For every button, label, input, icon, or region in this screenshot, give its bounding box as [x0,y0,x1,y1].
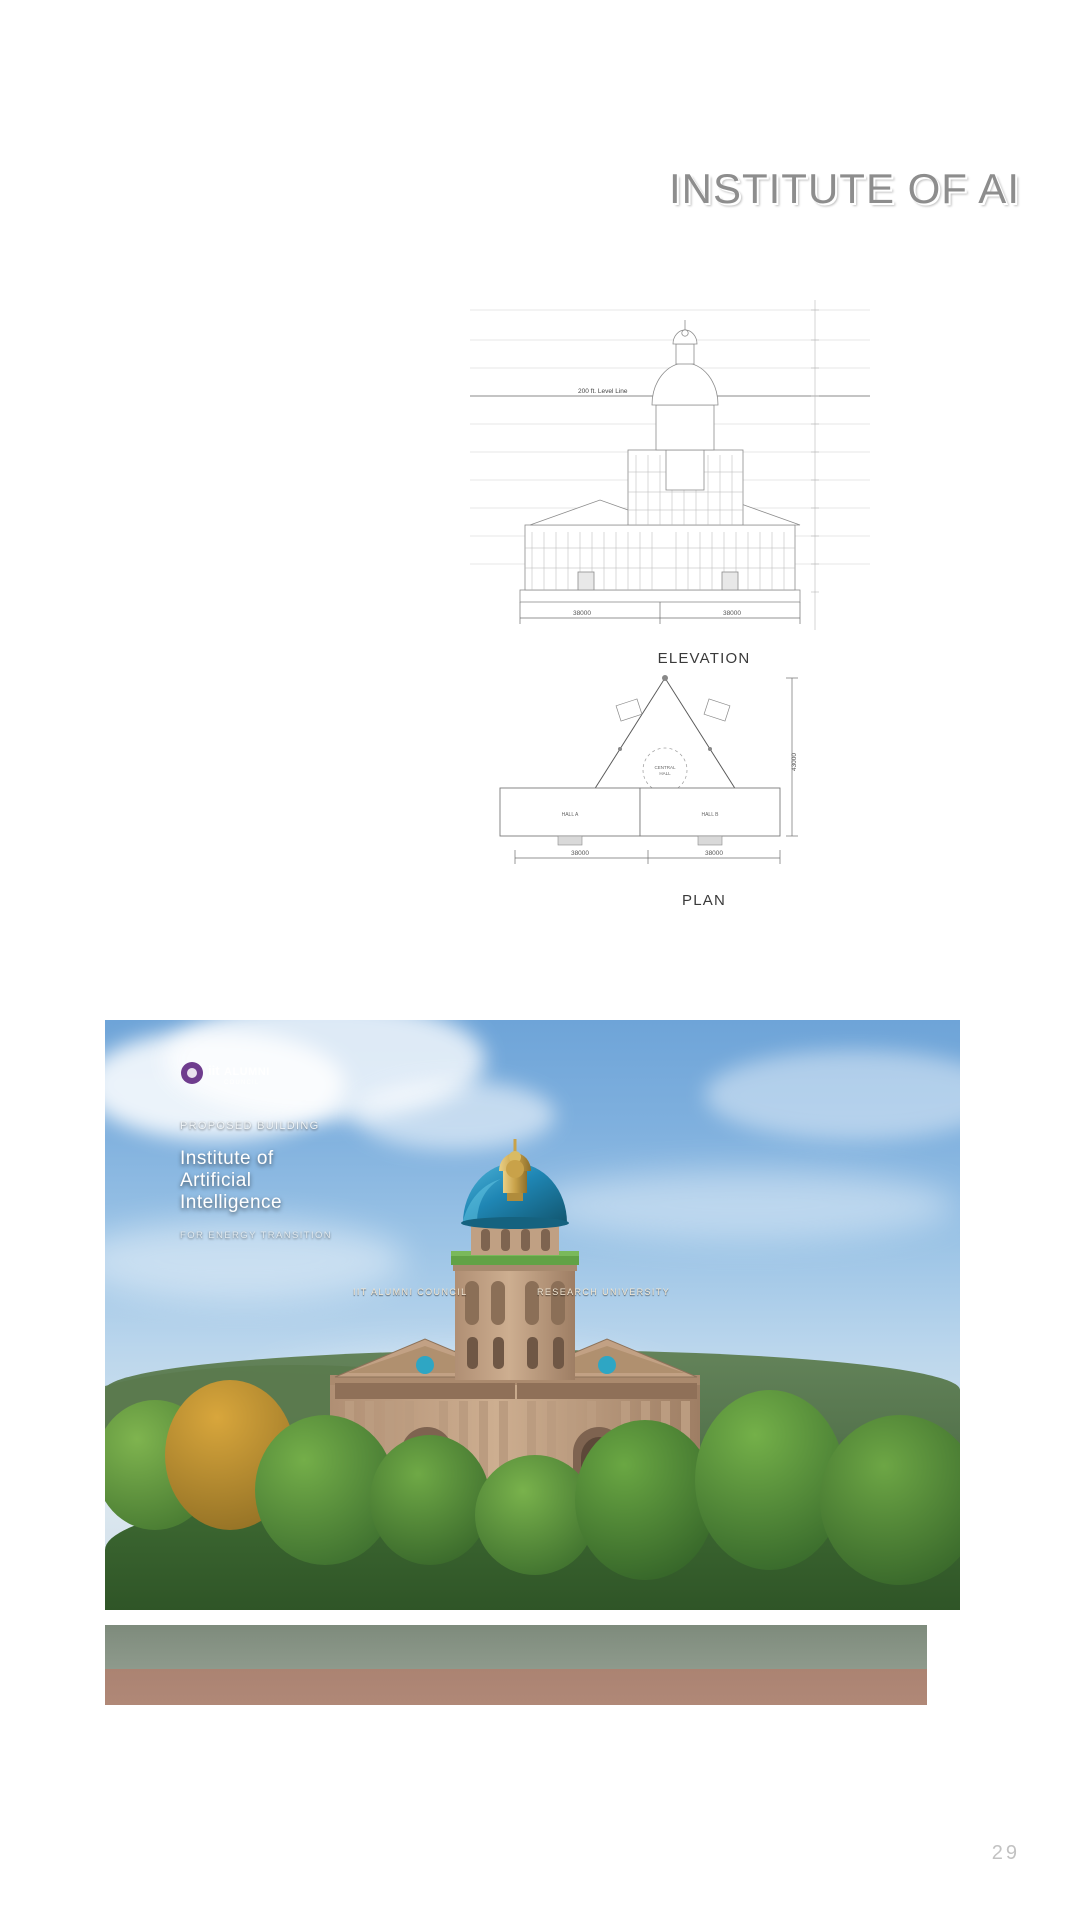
svg-text:38000: 38000 [704,850,724,857]
technical-drawing [470,300,910,960]
page-number: 29 [991,1842,1020,1864]
tree [575,1420,715,1580]
building-rendering [105,1020,960,1610]
svg-text:COUNCIL: COUNCIL [224,1080,260,1086]
svg-text:43000: 43000 [791,752,798,772]
svg-text:HALL: HALL [659,771,671,776]
tree [370,1435,490,1565]
foreground-trees [105,1360,960,1610]
svg-text:38000: 38000 [572,610,592,617]
render-title [180,1148,410,1214]
accent-bar-clay [105,1669,927,1705]
render-note: FOR ENERGY TRANSITION [180,1230,333,1241]
svg-text:200 ft. Level Line: 200 ft. Level Line [578,388,628,395]
page-title: INSTITUTE OF AI [668,165,1020,212]
svg-text:iit: iit [208,1063,220,1078]
svg-text:38000: 38000 [722,610,742,617]
render-title-line3: Intelligence [180,1192,283,1213]
render-title-line1: Institute of [180,1148,274,1169]
svg-text:HALL A: HALL A [561,812,579,818]
svg-text:38000: 38000 [570,850,590,857]
elevation-caption: ELEVATION [657,650,751,667]
svg-text:ALUMNI: ALUMNI [224,1066,270,1078]
drawing-svg [470,300,910,960]
svg-text:CENTRAL: CENTRAL [654,765,676,770]
accent-bar-green [105,1625,927,1669]
svg-text:HALL B: HALL B [701,812,719,818]
render-title-line2: Artificial [180,1170,252,1191]
pediment-label-left: IIT ALUMNI COUNCIL [353,1287,468,1297]
iit-alumni-council-logo [180,1060,270,1094]
render-subtitle: PROPOSED BUILDING [180,1120,320,1132]
plan-caption: PLAN [682,892,726,909]
pediment-label-right: RESEARCH UNIVERSITY [537,1287,671,1297]
